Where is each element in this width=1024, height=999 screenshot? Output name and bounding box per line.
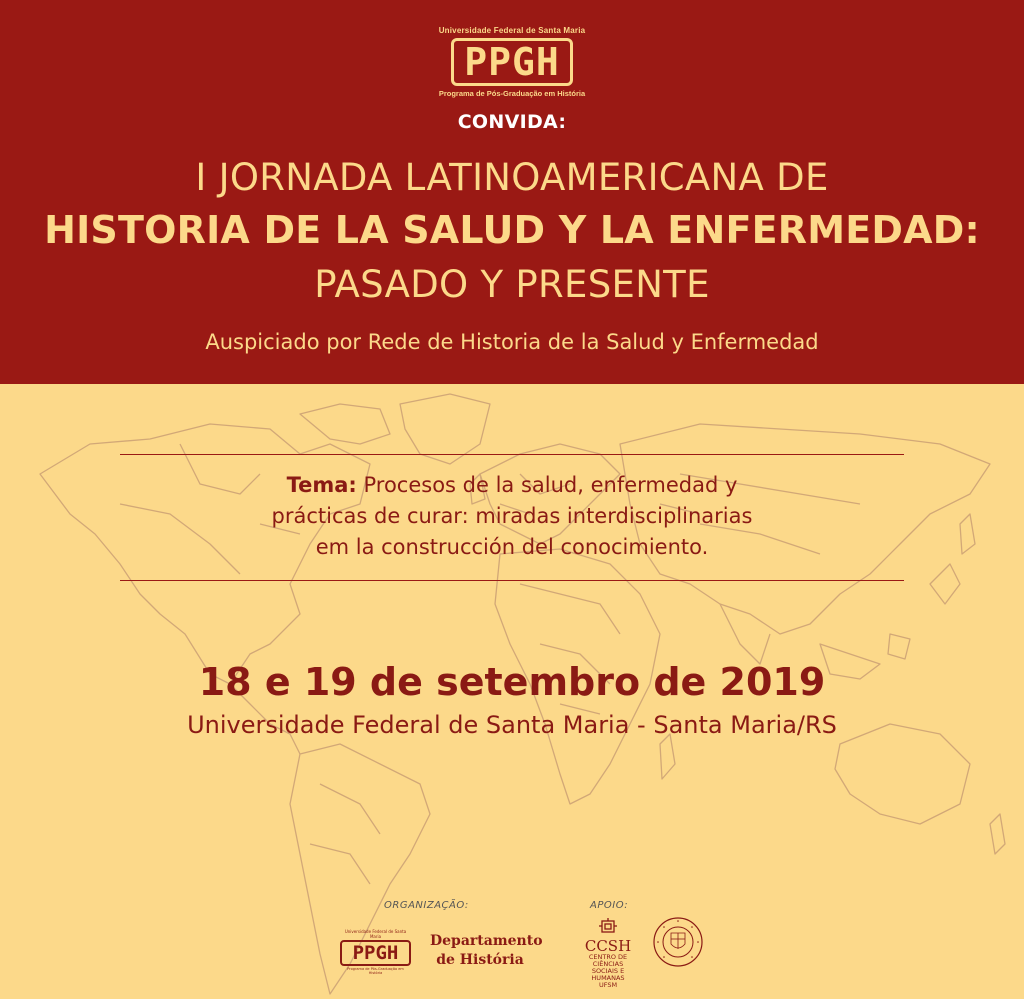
logo-letters: PPGH [464,40,560,84]
ccsh-line-1: CENTRO DE CIÊNCIAS [588,953,628,968]
convida-label: CONVIDA: [457,111,567,133]
theme-label: Tema: [286,473,357,497]
ppgh-small-logo [340,929,411,975]
theme-block [0,470,1024,563]
ccsh-acronym: CCSH [584,937,632,955]
title-line-3: PASADO Y PRESENTE [314,263,710,306]
header-banner [0,0,1024,384]
theme-text-1: Procesos de la salud, enfermedad y [356,473,738,497]
organizacao-label: ORGANIZAÇÃO: [384,900,469,911]
event-place: Universidade Federal de Santa Maria - Santa Maria/RS [187,711,837,739]
small-logo-program: Programa de Pós-Graduação em História [347,967,404,975]
departamento-logo [430,932,543,970]
title-line-2: HISTORIA DE LA SALUD Y LA ENFERMEDAD: [44,208,980,252]
theme-line-2: prácticas de curar: miradas interdisciplinarias [271,504,753,528]
title-line-1: I JORNADA LATINOAMERICANA DE [195,156,829,199]
ccsh-emblem-icon [599,918,617,934]
logo-university-text: Universidade Federal de Santa Maria [438,26,586,35]
ufsm-seal-icon [652,916,704,968]
ccsh-line-2: SOCIAIS E HUMANAS [591,967,625,982]
theme-line-3: em la construcción del conocimiento. [315,535,709,559]
logo-program-text: Programa de Pós-Graduação em História [438,89,586,98]
small-logo-university: Universidade Federal de Santa Maria [344,929,407,939]
logo-box [451,38,573,86]
event-date: 18 e 19 de setembro de 2019 [198,660,826,704]
apoio-label: APOIO: [590,900,629,911]
small-logo-letters: PPGH [340,940,411,966]
ccsh-logo [575,918,641,989]
bottom-divider [120,580,904,581]
top-divider [120,454,904,455]
departamento-line-1: Departamento [430,933,543,949]
departamento-line-2: de História [436,952,524,968]
theme-line-1 [0,470,1024,501]
sponsor-text: Auspiciado por Rede de Historia de la Salud y Enfermedad [205,330,819,354]
ppgh-logo [0,26,1024,98]
ccsh-line-3: UFSM [598,981,618,989]
